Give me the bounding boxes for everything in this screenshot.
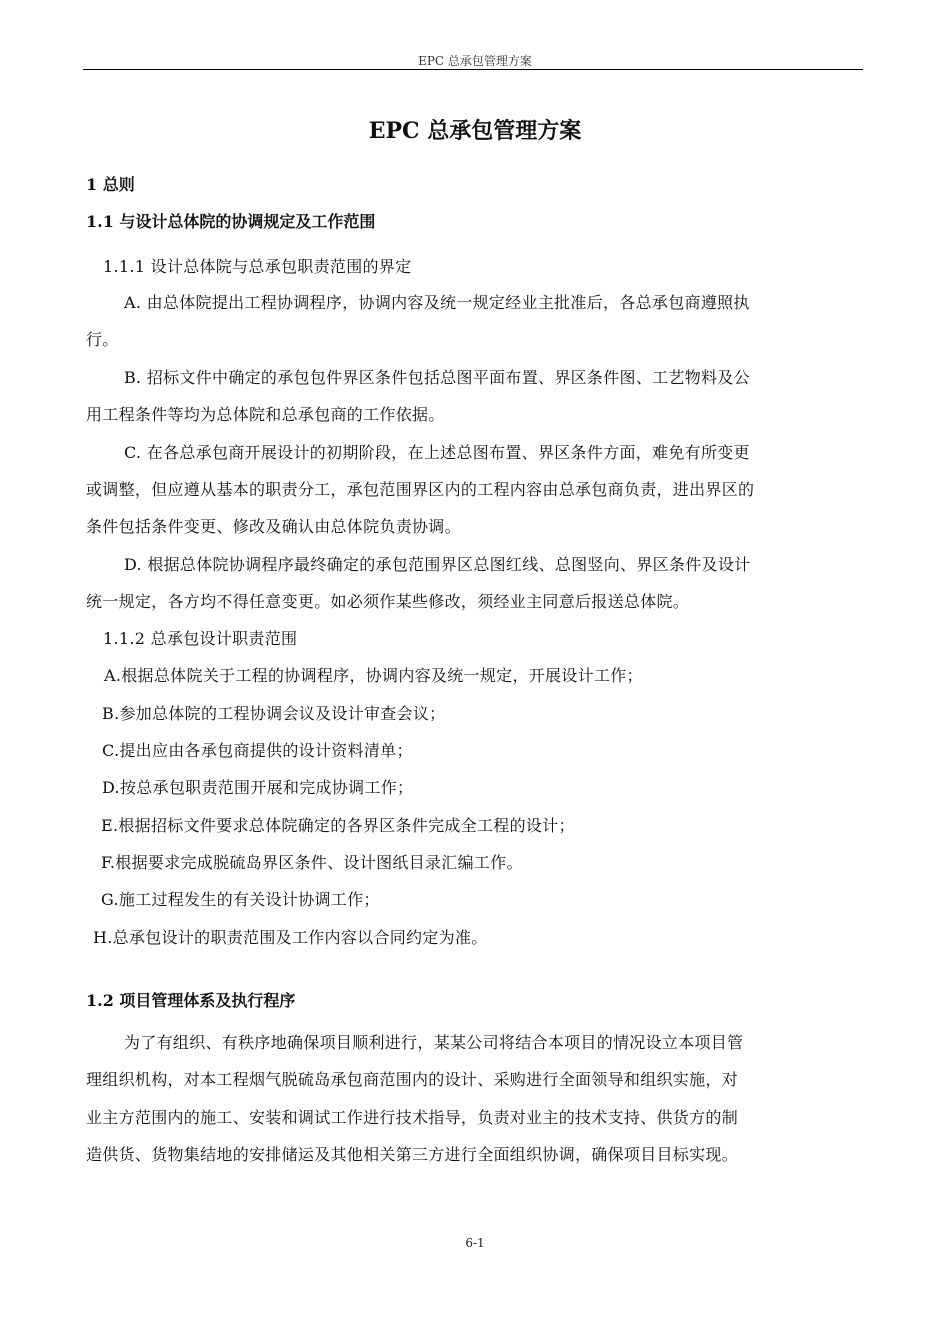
paragraph-line: 理组织机构，对本工程烟气脱硫岛承包商范围内的设计、采购进行全面领导和组织实施，对 [86,1070,739,1089]
list-item: D.按总承包职责范围开展和完成协调工作； [102,778,414,797]
list-item: G.施工过程发生的有关设计协调工作； [101,890,380,909]
page-number: 6-1 [465,1236,485,1250]
paragraph-line: 统一规定，各方均不得任意变更。如必须作某些修改，须经业主同意后报送总体院。 [86,592,690,611]
list-item: H.总承包设计的职责范围及工作内容以合同约定为准。 [93,928,488,947]
running-header: EPC 总承包管理方案 [418,54,532,68]
paragraph-line: 行。 [86,330,119,349]
paragraph-line: 造供货、货物集结地的安排储运及其他相关第三方进行全面组织协调，确保项目目标实现。 [86,1145,739,1164]
list-item: A.根据总体院关于工程的协调程序，协调内容及统一规定，开展设计工作； [104,666,643,685]
section-1-2-heading: 1.2 项目管理体系及执行程序 [86,991,296,1010]
paragraph-line: D. 根据总体院协调程序最终确定的承包范围界区总图红线、总图竖向、界区条件及设计 [124,555,751,574]
section-1-1-heading: 1.1 与设计总体院的协调规定及工作范围 [86,212,376,231]
paragraph-line: C. 在各总承包商开展设计的初期阶段，在上述总图布置、界区条件方面，难免有所变更 [124,443,750,462]
list-item: B.参加总体院的工程协调会议及设计审查会议； [102,704,446,723]
header-rule [83,69,863,70]
document-title: EPC 总承包管理方案 [368,118,582,144]
section-1-1-1-heading: 1.1.1 设计总体院与总承包职责范围的界定 [103,257,412,276]
section-1-heading: 1 总则 [86,175,135,194]
paragraph-line: A. 由总体院提出工程协调程序，协调内容及统一规定经业主批准后，各总承包商遵照执 [124,293,750,312]
paragraph-line: 条件包括条件变更、修改及确认由总体院负责协调。 [86,517,461,536]
paragraph-line: 为了有组织、有秩序地确保项目顺利进行，某某公司将结合本项目的情况设立本项目管 [124,1033,744,1052]
section-1-1-2-heading: 1.1.2 总承包设计职责范围 [103,629,298,648]
paragraph-line: 业主方范围内的施工、安装和调试工作进行技术指导，负责对业主的技术支持、供货方的制 [86,1108,739,1127]
paragraph-line: B. 招标文件中确定的承包包件界区条件包括总图平面布置、界区条件图、工艺物料及公 [124,368,750,387]
paragraph-line: 或调整，但应遵从基本的职责分工，承包范围界区内的工程内容由总承包商负责，进出界区的 [86,480,755,499]
list-item: F.根据要求完成脱硫岛界区条件、设计图纸目录汇编工作。 [101,853,523,872]
list-item: C.提出应由各承包商提供的设计资料清单； [102,741,413,760]
list-item: E.根据招标文件要求总体院确定的各界区条件完成全工程的设计； [101,816,575,835]
paragraph-line: 用工程条件等均为总体院和总承包商的工作依据。 [86,405,445,424]
